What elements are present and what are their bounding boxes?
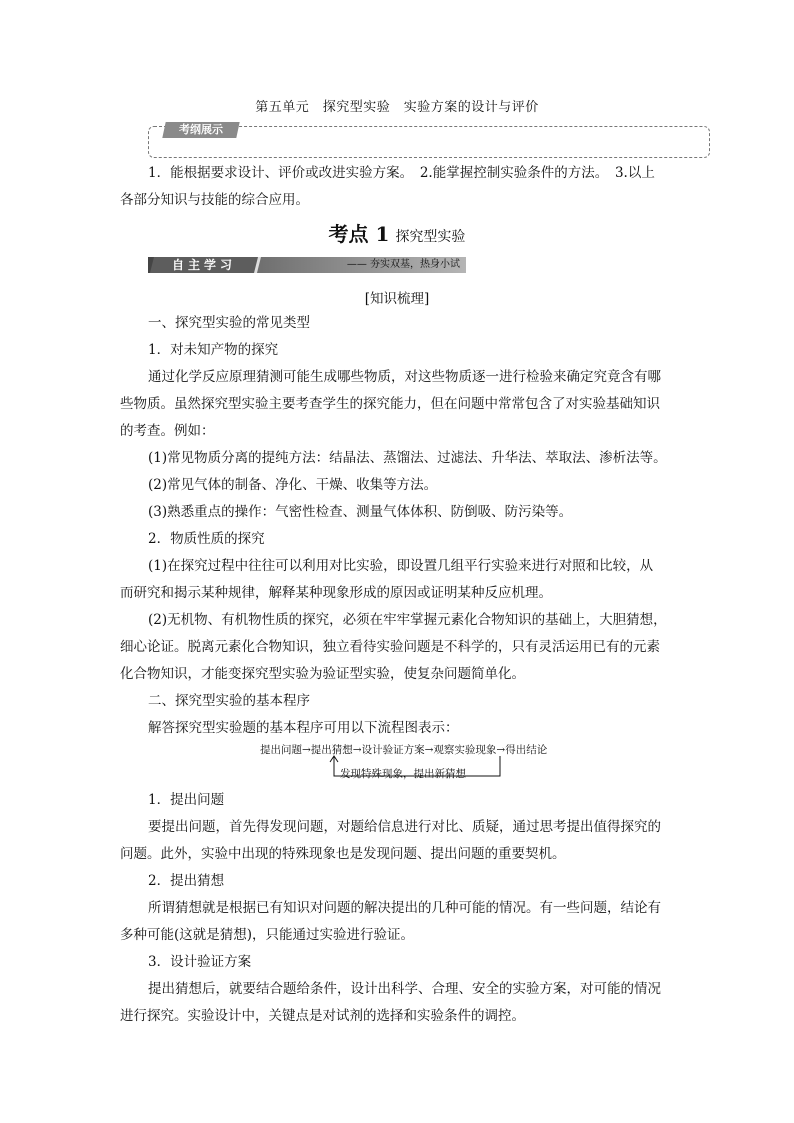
s2-g-line2: 多种可能(这就是猜想)，只能通过实验进行验证。 [120,927,415,943]
kaodian-number: 考点 1 [328,222,390,246]
s1-item-2: (2)常见气体的制备、净化、干燥、收集等方法。 [148,477,438,493]
self-study-banner [148,257,466,273]
s1-p3-line3: 化合物知识，才能变探究型实验为验证型实验，使复杂问题简单化。 [120,666,525,682]
s1-p3-line1: (2)无机物、有机物性质的探究，必须在牢牢掌握元素化合物知识的基础上，大胆猜想， [148,612,667,628]
s2-q-line1: 要提出问题，首先得发现问题，对题给信息进行对比、质疑，通过思考提出值得探究的 [148,819,661,835]
process-flowchart [240,742,570,784]
s1-sub2: 2．物质性质的探究 [148,531,265,547]
s2-d-line1: 提出猜想后，就要结合题给条件，设计出科学、合理、安全的实验方案，对可能的情况 [148,981,661,997]
s1-p2-line1: (1)在探究过程中往往可以利用对比实验，即设置几组平行实验来进行对照和比较，从 [148,558,654,574]
s1-p1-line2: 些物质。虽然探究型实验主要考查学生的探究能力，但在问题中常常包含了对实验基础知识 [120,396,660,412]
flowchart-steps: 提出问题→提出猜想→设计验证方案→观察实验现象→得出结论 [260,744,548,756]
s1-item-1: (1)常见物质分离的提纯方法：结晶法、蒸馏法、过滤法、升华法、萃取法、渗析法等。 [148,450,667,466]
s1-heading: 一、探究型实验的常见类型 [148,315,310,331]
outline-tag-label: 考纲展示 [179,123,223,136]
s2-sub2: 2．提出猜想 [148,873,225,889]
s1-sub1: 1．对未知产物的探究 [148,342,279,358]
s1-p2-line2: 而研究和揭示某种规律，解释某种现象形成的原因或证明某种反应机理。 [120,585,552,601]
s2-sub1: 1．提出问题 [148,792,225,808]
s1-p3-line2: 细心论证。脱离元素化合物知识，独立看待实验问题是不科学的，只有灵活运用已有的元素 [120,639,660,655]
s1-p1-line3: 的考查。例如： [120,423,215,439]
s2-q-line2: 问题。此外，实验中出现的特殊现象也是发现问题、提出问题的重要契机。 [120,846,566,862]
s1-p1-line1: 通过化学反应原理猜测可能生成哪些物质，对这些物质逐一进行检验来确定究竟含有哪 [148,369,661,385]
unit-title: 第五单元 探究型实验 实验方案的设计与评价 [255,100,539,115]
s2-heading: 二、探究型实验的基本程序 [148,693,310,709]
flowchart-feedback: 发现特殊现象，提出新猜想 [340,768,466,780]
banner-tag [150,257,261,273]
outline-tag [162,122,239,138]
s2-d-line2: 进行探究。实验设计中，关键点是对试剂的选择和实验条件的调控。 [120,1008,525,1024]
banner-motto: —— 夯实双基，热身小试 [346,259,460,270]
s1-item-3: (3)熟悉重点的操作：气密性检查、测量气体体积、防倒吸、防污染等。 [148,504,573,520]
kaodian-topic: 探究型实验 [395,229,466,245]
banner-tag-label: 自主学习 [171,258,236,272]
outline-line-1: 1．能根据要求设计、评价或改进实验方案。 2.能掌握控制实验条件的方法。 3.以上 [148,165,655,181]
s2-intro: 解答探究型实验题的基本程序可用以下流程图表示： [148,720,459,736]
section-label: [知识梳理] [364,291,430,307]
s2-g-line1: 所谓猜想就是根据已有知识对问题的解决提出的几种可能的情况。有一些问题，结论有 [148,900,661,916]
kaodian-heading [0,218,794,247]
outline-line-2: 各部分知识与技能的综合应用。 [120,192,309,208]
s2-sub3: 3．设计验证方案 [148,954,252,970]
